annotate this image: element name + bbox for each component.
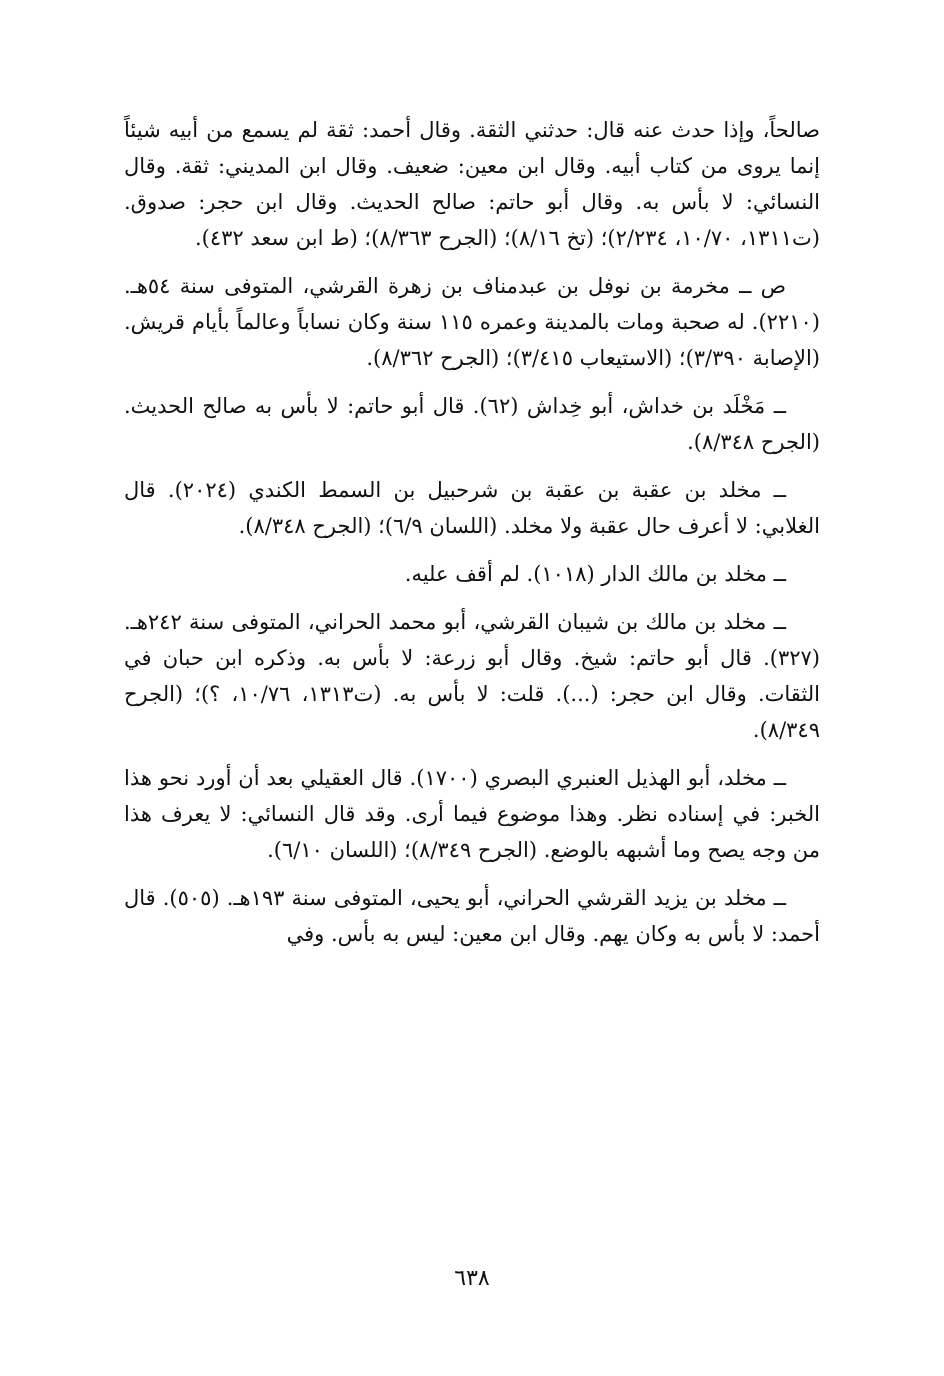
entry-makhlad-malik-shayban: ــ مخلد بن مالك بن شيبان القرشي، أبو محمد الحراني، المتوفى سنة ٢٤٢هـ. (٣٢٧). قال أبو حاتم: شيخ. وقال أبو زرعة: لا بأس به. وذكره ابن حبان في الثقات. وقال ابن حجر: (...). قلت: لا بأس به. (ت١٣١٣، ١٠/٧٦، ؟)؛ (الجرح ٨/٣٤٩). (124, 610, 820, 742)
entry-makhlad-uqba: ــ مخلد بن عقبة بن عقبة بن شرحبيل بن السمط الكندي (٢٠٢٤). قال الغلابي: لا أعرف حال عقبة ولا مخلد. (اللسان ٦/٩)؛ (الجرح ٨/٣٤٨). (124, 478, 820, 538)
entry-makhlad-malik-dar: ــ مخلد بن مالك الدار (١٠١٨). لم أقف عليه. (404, 562, 786, 586)
entry-makhlad-khidash: ــ مَخْلَد بن خداش، أبو خِداش (٦٢). قال أبو حاتم: لا بأس به صالح الحديث. (الجرح ٨/٣٤٨). (124, 394, 820, 454)
page-body (124, 112, 820, 964)
entry-makhlad-yazid: ــ مخلد بن يزيد القرشي الحراني، أبو يحيى، المتوفى سنة ١٩٣هـ. (٥٠٥). قال أحمد: لا بأس به وكان يهم. وقال ابن معين: ليس به بأس. وفي (124, 886, 820, 946)
entry-continued: صالحاً، وإذا حدث عنه قال: حدثني الثقة. وقال أحمد: ثقة لم يسمع من أبيه شيئاً إنما يروى من كتاب أبيه. وقال ابن معين: ضعيف. وقال ابن المديني: ثقة. وقال النسائي: لا بأس به. وقال أبو حاتم: صالح الحديث. وقال ابن حجر: صدوق. (ت١٣١١، ١٠/٧٠، ٢/٢٣٤)؛ (تخ ٨/١٦)؛ (الجرح ٨/٣٦٣)؛ (ط ابن سعد ٤٣٢). (124, 118, 820, 250)
entry-makhrama: ص ــ مخرمة بن نوفل بن عبدمناف بن زهرة القرشي، المتوفى سنة ٥٤هـ. (٢٢١٠). له صحبة ومات بالمدينة وعمره ١١٥ سنة وكان نساباً وعالماً بأيام قريش. (الإصابة ٣/٣٩٠)؛ (الاستيعاب ٣/٤١٥)؛ (الجرح ٨/٣٦٢). (124, 274, 820, 370)
page-number: ٦٣٨ (454, 1266, 490, 1291)
entry-makhlad-abu-hudhayl: ــ مخلد، أبو الهذيل العنبري البصري (١٧٠٠). قال العقيلي بعد أن أورد نحو هذا الخبر: في إسناده نظر. وهذا موضوع فيما أرى. وقد قال النسائي: لا يعرف هذا من وجه يصح وما أشبهه بالوضع. (الجرح ٨/٣٤٩)؛ (اللسان ٦/١٠). (124, 766, 820, 862)
